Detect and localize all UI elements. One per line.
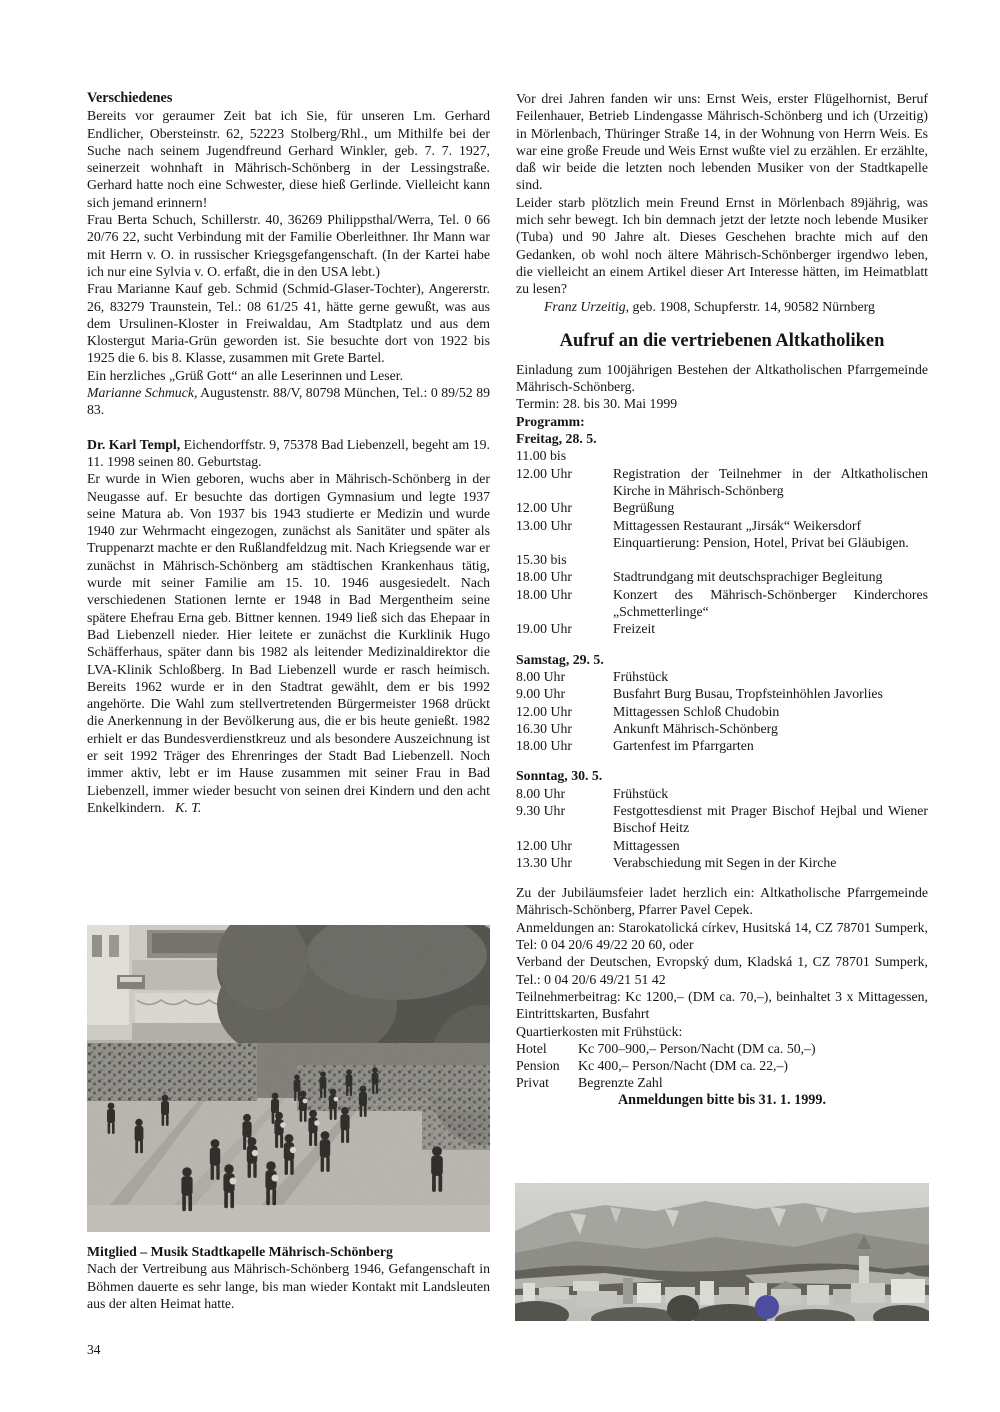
templ-lead-paragraph <box>87 436 490 471</box>
day-title: Freitag, 28. 5. <box>516 431 597 447</box>
templ-name: Dr. Karl Templ, <box>87 436 181 452</box>
schedule-time: 12.00 Uhr <box>516 465 572 481</box>
schedule-time: 15.30 bis <box>516 552 567 568</box>
schedule-row <box>516 668 928 685</box>
schedule-desc: Stadtrundgang mit deutschsprachiger Begleitung <box>613 569 883 585</box>
quartier-label: Pension <box>516 1058 560 1074</box>
author-name: Marianne Schmuck, <box>87 385 198 401</box>
schedule-time: 12.00 Uhr <box>516 703 572 719</box>
schedule-desc: Registration der Teilnehmer in der Altkatholischen Kirche in Mährisch-Schönberg <box>613 465 928 498</box>
quartier-label: Hotel <box>516 1040 547 1056</box>
right-column <box>516 90 928 1109</box>
schedule-time: 13.00 Uhr <box>516 517 572 533</box>
author-address: Augustenstr. 88/V, 80798 München, Tel.: 0 89/52 89 83. <box>87 385 490 418</box>
schedule-time: 16.30 Uhr <box>516 720 572 736</box>
schedule-desc: Busfahrt Burg Busau, Tropfsteinhöhlen Javorlies <box>613 686 883 702</box>
quartier-value: Kc 700–900,– Person/Nacht (DM ca. 50,–) <box>578 1040 816 1056</box>
closing-registration: Anmeldungen an: Starokatolická církev, Husitská 14, CZ 78701 Sumperk, Tel: 0 04 20/6 49/22 20 60, oder <box>516 919 928 953</box>
schedule-time: 12.00 Uhr <box>516 837 572 853</box>
schedule-row <box>516 620 928 637</box>
marching-band-photo <box>87 925 490 1232</box>
schedule-desc: Konzert des Mährisch-Schönberger Kinderchores „Schmetterlinge“ <box>613 586 928 620</box>
schedule-desc: Gartenfest im Pfarrgarten <box>613 738 754 754</box>
program-day-friday <box>516 430 928 638</box>
schedule-desc: Begrüßung <box>613 500 675 516</box>
quartier-label: Privat <box>516 1075 549 1091</box>
schedule-desc: Verabschiedung mit Segen in der Kirche <box>613 854 837 870</box>
schedule-row <box>516 802 928 837</box>
weis-signature <box>516 298 928 315</box>
schedule-time: 9.00 Uhr <box>516 686 566 702</box>
templ-biography <box>87 470 490 816</box>
weis-author-name: Franz Urzeitig <box>544 298 626 314</box>
schedule-row <box>516 568 928 585</box>
schedule-time: 12.00 Uhr <box>516 500 572 516</box>
schedule-row <box>516 534 928 551</box>
schedule-time: 11.00 bis <box>516 448 567 464</box>
schedule-time: 13.30 Uhr <box>516 854 572 870</box>
schedule-time: 8.00 Uhr <box>516 785 566 801</box>
deadline-notice: Anmeldungen bitte bis 31. 1. 1999. <box>617 1091 827 1108</box>
schedule-row <box>516 785 928 802</box>
photo-caption-title: Mitglied – Musik Stadtkapelle Mährisch-Schönberg <box>87 1244 393 1259</box>
closing-fee: Teilnehmerbeitrag: Kc 1200,– (DM ca. 70,–), beinhaltet 3 x Mittagessen, Eintrittskarten, Busfahrt <box>516 988 928 1022</box>
misc-paragraph-gruss: Ein herzliches „Grüß Gott“ an alle Leserinnen und Leser. <box>87 367 404 383</box>
town-panorama-photo <box>515 1183 929 1321</box>
schedule-row <box>516 854 928 871</box>
schedule-desc: Frühstück <box>613 785 669 801</box>
schedule-time: 18.00 Uhr <box>516 586 572 602</box>
quartier-row-hotel <box>516 1040 928 1057</box>
schedule-desc: Mittagessen Schloß Chudobin <box>613 703 780 719</box>
weis-author-address: , geb. 1908, Schupferstr. 14, 90582 Nürnberg <box>625 298 875 314</box>
schedule-desc <box>613 551 928 568</box>
schedule-row <box>516 551 928 568</box>
schedule-row <box>516 685 928 702</box>
page-number: 34 <box>87 1342 101 1357</box>
schedule-desc: Einquartierung: Pension, Hotel, Privat bei Gläubigen. <box>613 534 909 550</box>
misc-paragraph-schuch: Frau Berta Schuch, Schillerstr. 40, 36269 Philippsthal/Werra, Tel. 0 66 20/76 22, sucht Verbindung mit der Familie Oberleithner. Ihr Mann war mit Herrn v. O. in russischer Kriegsgefangenschaft. (In der Kartei habe ich nur eine Sylvia v. O. erfaßt, die in den USA lebt.) <box>87 212 490 279</box>
closing-invitation: Zu der Jubiläumsfeier ladet herzlich ein: Altkatholische Pfarrgemeinde Mährisch-Schönberg, Pfarrer Pavel Cepek. <box>516 885 928 918</box>
schedule-time <box>516 534 613 551</box>
schedule-row <box>516 517 928 534</box>
section-heading-verschiedenes: Verschiedenes <box>87 90 173 106</box>
town-panorama-block <box>515 1183 929 1321</box>
schedule-row <box>516 703 928 720</box>
schedule-row <box>516 720 928 737</box>
left-column <box>87 90 490 816</box>
parade-photo-block <box>87 925 490 1312</box>
schedule-desc: Mittagessen Restaurant „Jirsák“ Weikersdorf <box>613 517 862 533</box>
schedule-row <box>516 737 928 754</box>
schedule-row <box>516 447 928 464</box>
schedule-desc: Mittagessen <box>613 837 680 853</box>
schedule-row <box>516 499 928 516</box>
templ-signature: K. T. <box>175 799 202 815</box>
schedule-desc: Festgottesdienst mit Prager Bischof Hejbal und Wiener Bischof Heitz <box>613 802 928 836</box>
templ-lead-rest: Eichendorffstr. 9, 75378 Bad Liebenzell, begeht am 19. 11. 1998 seinen 80. Geburtstag. <box>87 436 491 469</box>
schedule-row <box>516 586 928 621</box>
templ-body-text: Er wurde in Wien geboren, wuchs aber in Mährisch-Schönberg in der Neugasse auf. Er besuchte das dortigen Gymnasium und legte 1937 seine Matura ab. Von 1937 bis 1943 studierte er Medizin und wurde 1940 zur Wehrmacht eingezogen, zunächst als Sanitäter und später als Truppenarzt machte er den Rußlandfeldzug mit. Nach Kriegsende war er zunächst in Mährisch-Schönberg am städtischen Krankenhaus tätig, wurde mit seiner Familie am 15. 10. 1946 ausgesiedelt. Nach verschiedenen Stationen lernte er 1948 in Bad Mergentheim seine spätere Ehefrau Erna geb. Bittner kennen. 1949 ließ sich das Ehepaar in Bad Liebenzell nieder. Hier leitete er zunächst die Kurklinik Hugo Schäfferhaus, später dann bis 1982 als leitender Medizinaldirektor die LVA-Klinik Schloßberg. In Bad Liebenzell wurde er rasch heimisch. Bereits 1962 wurde er in den Stadtrat gewählt, dem er bis 1992 angehörte. Die Wahl zum stellvertretenden Bürgermeister 1968 drückt die Anerkennung in der Bevölkerung aus, die er bis heute genießt. 1982 erhielt er das Bundesverdienstkreuz und als besondere Auszeichnung ist er seit 1992 Träger des Ehrenringes der Stadt Bad Liebenzell. Noch immer aktiv, lebt er im Hause zusammen mit seiner Frau in Bad Liebenzell, immer wieder besucht von seinen drei Kindern und den acht Enkelkindern. <box>87 471 490 815</box>
quartier-value: Begrenzte Zahl <box>578 1075 663 1091</box>
quartier-row-privat <box>516 1074 928 1091</box>
aufruf-heading: Aufruf an die vertriebenen Altkatholiken <box>559 330 885 351</box>
schedule-time: 19.00 Uhr <box>516 621 572 637</box>
photo-caption-text: Nach der Vertreibung aus Mährisch-Schönberg 1946, Gefangenschaft in Böhmen dauerte es sehr lange, bis man wieder Kontakt mit Landsleuten aus der alten Heimat hatte. <box>87 1261 490 1311</box>
aufruf-intro: Einladung zum 100jährigen Bestehen der Altkatholischen Pfarrgemeinde Mährisch-Schönberg. <box>516 361 928 395</box>
schedule-row <box>516 837 928 854</box>
photo-caption <box>87 1243 490 1312</box>
closing-paragraphs <box>516 884 928 1109</box>
misc-signature <box>87 384 490 419</box>
program-day-saturday <box>516 651 928 755</box>
schedule-desc: Frühstück <box>613 668 669 684</box>
schedule-desc: Freizeit <box>613 621 656 637</box>
quartier-intro: Quartierkosten mit Frühstück: <box>516 1023 683 1039</box>
schedule-time: 8.00 Uhr <box>516 668 566 684</box>
day-title: Sonntag, 30. 5. <box>516 768 603 784</box>
closing-verband: Verband der Deutschen, Evropský dum, Kladská 1, CZ 78701 Sumperk, Tel.: 0 04 20/6 49/21 51 42 <box>516 954 928 987</box>
schedule-row <box>516 465 928 500</box>
weis-paragraph-2: Leider starb plötzlich mein Freund Ernst in Mörlenbach 89jährig, was mich sehr bewegt. Ich bin demnach jetzt der letzte noch lebende Musiker (Tuba) und 90 Jahre alt. Dieses Geschehen brachte mich auf den Gedanken, ob wohl noch ältere Mährisch-Schönberger irgendwo leben, die vielleicht an einem Artikel dieser Art Interesse hätten, im Heimatblatt zu lesen? <box>516 194 928 297</box>
misc-paragraph-endlicher: Bereits vor geraumer Zeit bat ich Sie, für unseren Lm. Gerhard Endlicher, Obersteinstr. 62, 52223 Stolberg/Rhl., um Mithilfe bei der Suche nach seinem Jugendfreund Gerhard Winkler, geb. 7. 7. 1927, seinerzeit wohnhaft in Mährisch-Schönberg in der Lessingstraße. Gerhard hatte noch eine Schwester, diese hieß Gerlinde. Vielleicht kann sich jemand erinnern! <box>87 108 490 210</box>
schedule-desc: Ankunft Mährisch-Schönberg <box>613 720 778 736</box>
quartier-row-pension <box>516 1057 928 1074</box>
aufruf-termin: Termin: 28. bis 30. Mai 1999 <box>516 396 678 412</box>
program-day-sunday <box>516 767 928 871</box>
programm-label: Programm: <box>516 413 585 429</box>
day-title: Samstag, 29. 5. <box>516 651 604 667</box>
schedule-time: 9.30 Uhr <box>516 802 566 818</box>
schedule-time: 18.00 Uhr <box>516 738 572 754</box>
schedule-desc <box>613 447 928 464</box>
weis-paragraph-1: Vor drei Jahren fanden wir uns: Ernst Weis, erster Flügelhornist, Beruf Feilenhauer, Betrieb Lindengasse Mährisch-Schönberg und ich (Urzeitig) in Mörlenbach, Thüringer Straße 14, in der Wohnung von Herrn Weis. Es war eine große Freude und Weis Ernst wußte viel zu erzählen. Er erzählte, daß wir beide die letzten noch lebenden Musiker von der Stadtkapelle sind. <box>516 91 928 193</box>
misc-paragraph-kauf: Frau Marianne Kauf geb. Schmid (Schmid-Glaser-Tochter), Angererstr. 26, 83279 Traunstein, Tel.: 08 61/25 41, hätte gerne gewußt, was aus dem Ursulinen-Kloster in Freiwaldau, Am Stadtplatz und aus dem Klostergut Maria-Grün geworden ist. Sie besuchte dort von 1922 bis 1925 die 6. bis 8. Klasse, zusammen mit Grete Bartel. <box>87 281 490 366</box>
quartier-value: Kc 400,– Person/Nacht (DM ca. 22,–) <box>578 1058 788 1074</box>
schedule-time: 18.00 Uhr <box>516 569 572 585</box>
